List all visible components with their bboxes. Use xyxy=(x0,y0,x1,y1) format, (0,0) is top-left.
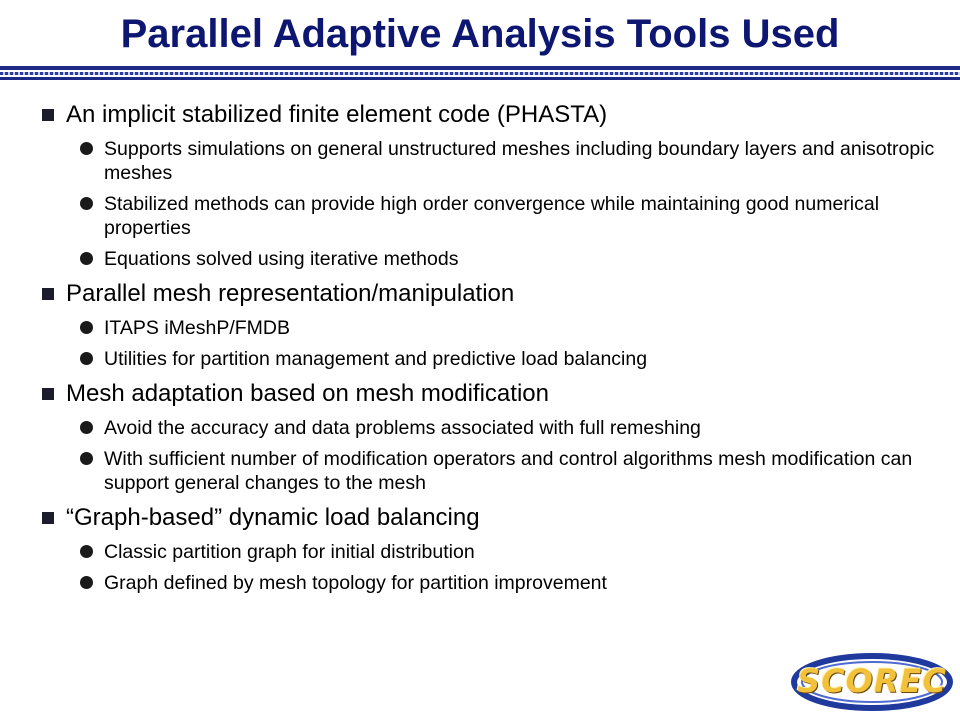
bullet-text: Classic partition graph for initial distribution xyxy=(104,541,475,563)
round-bullet-icon xyxy=(80,545,93,558)
bullet-text: ITAPS iMeshP/FMDB xyxy=(104,317,291,339)
bullet-level2 xyxy=(38,447,944,495)
slide-body xyxy=(38,92,938,595)
bullet-level2 xyxy=(38,347,944,371)
round-bullet-icon xyxy=(80,142,93,155)
bullet-level2 xyxy=(38,571,944,595)
bullet-text: Stabilized methods can provide high order convergence while maintaining good numerical properties xyxy=(104,193,880,239)
round-bullet-icon xyxy=(80,576,93,589)
bullet-level2 xyxy=(38,316,944,340)
bullet-level2 xyxy=(38,192,944,240)
bullet-level1 xyxy=(38,379,938,409)
title-rule-bottom xyxy=(0,77,960,80)
bullet-level1 xyxy=(38,279,938,309)
square-bullet-icon xyxy=(42,512,54,524)
bullet-text: Avoid the accuracy and data problems associated with full remeshing xyxy=(104,417,701,439)
round-bullet-icon xyxy=(80,352,93,365)
round-bullet-icon xyxy=(80,252,93,265)
bullet-text: Supports simulations on general unstructured meshes including boundary layers and anisotropic meshes xyxy=(104,138,935,184)
bullet-level1 xyxy=(38,100,938,130)
round-bullet-icon xyxy=(80,452,93,465)
bullet-text: “Graph-based” dynamic load balancing xyxy=(66,504,480,531)
bullet-text: With sufficient number of modification operators and control algorithms mesh modification can support general changes to the mesh xyxy=(104,448,913,494)
bullet-text: Mesh adaptation based on mesh modification xyxy=(66,380,549,407)
slide-title: Parallel Adaptive Analysis Tools Used xyxy=(120,12,840,56)
bullet-level2 xyxy=(38,137,944,185)
square-bullet-icon xyxy=(42,288,54,300)
bullet-text: Parallel mesh representation/manipulation xyxy=(66,280,515,307)
round-bullet-icon xyxy=(80,321,93,334)
bullet-level2 xyxy=(38,416,944,440)
bullet-text: Graph defined by mesh topology for partition improvement xyxy=(104,572,607,594)
scorec-logo xyxy=(790,650,954,714)
square-bullet-icon xyxy=(42,109,54,121)
bullet-text: An implicit stabilized finite element code (PHASTA) xyxy=(66,101,608,128)
bullet-text: Utilities for partition management and predictive load balancing xyxy=(104,348,648,370)
bullet-level2 xyxy=(38,247,944,271)
logo-text: SCOREC xyxy=(797,662,947,700)
bullet-level2 xyxy=(38,540,944,564)
round-bullet-icon xyxy=(80,421,93,434)
title-rule-middle xyxy=(0,72,960,75)
round-bullet-icon xyxy=(80,197,93,210)
title-rule-top xyxy=(0,66,960,70)
bullet-level1 xyxy=(38,503,938,533)
square-bullet-icon xyxy=(42,388,54,400)
bullet-text: Equations solved using iterative methods xyxy=(104,248,459,270)
